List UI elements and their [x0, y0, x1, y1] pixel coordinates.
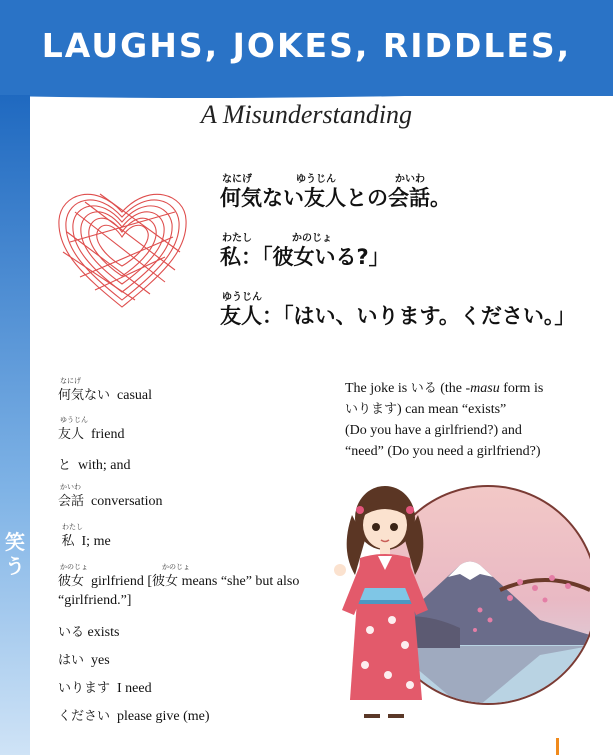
gloss-term: いります: [58, 681, 111, 696]
gloss-ruby-4: わたし: [62, 523, 83, 531]
gloss-item-9: [58, 705, 210, 725]
explain-p1-italic: -masu: [465, 381, 500, 396]
gloss-term: 私: [61, 534, 75, 549]
gloss-meaning: conversation: [91, 494, 163, 509]
header-title: LAUGHS, JOKES, RIDDLES,: [41, 26, 572, 65]
gloss-item-2: [58, 454, 131, 474]
gloss-ruby-5: かのじょ: [60, 563, 88, 571]
gloss-ruby-3: かいわ: [60, 483, 81, 491]
gloss-inline-term: 彼女: [152, 574, 179, 589]
gloss-meaning: I; me: [81, 534, 111, 549]
gloss-item-7: [58, 649, 110, 669]
dialogue-line-3: 友人：「はい、いります。ください。」: [220, 304, 576, 328]
gloss-meaning: exists: [87, 625, 120, 640]
gloss-item-3: [58, 490, 163, 510]
gloss-item-5-line2: “girlfriend.”]: [58, 593, 132, 608]
gloss-ruby-5-inline: かのじょ: [162, 563, 190, 571]
page-title: A Misunderstanding: [200, 100, 413, 129]
gloss-item-6: [58, 621, 119, 641]
gloss-term: 彼女: [58, 574, 85, 589]
dialogue-ruby-1a: なにげ: [222, 174, 252, 185]
side-tab-text: 笑う: [5, 530, 25, 578]
explain-p2-jp: いります: [345, 402, 398, 417]
gloss-term: と: [58, 458, 72, 473]
sidebar-strip: [0, 95, 30, 755]
dialogue-ruby-2a: わたし: [222, 233, 252, 244]
joke-explanation: [345, 378, 575, 462]
kimono-girl-mount-fuji-illustration: [330, 470, 590, 755]
explain-p1-jp: いる: [410, 381, 437, 396]
explain-p1-c: form is: [499, 381, 544, 396]
page-edge-marker: [556, 738, 559, 755]
gloss-item-4: [58, 530, 111, 550]
dialogue-ruby-1c: かいわ: [395, 174, 425, 185]
gloss-term: ください: [58, 709, 111, 724]
explain-p1: The joke is: [345, 381, 411, 396]
explain-p3: (Do you have a girlfriend?) and: [345, 423, 522, 438]
gloss-item-5: [58, 570, 299, 590]
gloss-term: はい: [58, 653, 85, 668]
heart-scribble-icon: [55, 182, 190, 312]
explain-p2: ) can mean “exists”: [397, 402, 507, 417]
dialogue-line-1: 何気ない友人との会話。: [220, 186, 451, 210]
gloss-term: いる: [58, 625, 85, 640]
gloss-item-8: [58, 677, 152, 697]
gloss-ruby-1: ゆうじん: [60, 416, 88, 424]
dialogue-ruby-3a: ゆうじん: [222, 292, 262, 303]
gloss-meaning: girlfriend [: [91, 574, 153, 589]
gloss-term: 何気ない: [58, 388, 111, 403]
gloss-meaning: yes: [91, 653, 110, 668]
gloss-term: 会話: [58, 494, 85, 509]
explain-p1-b: (the: [436, 381, 466, 396]
gloss-ruby-0: なにげ: [60, 377, 81, 385]
gloss-meaning: casual: [117, 388, 152, 403]
dialogue-ruby-1b: ゆうじん: [296, 174, 336, 185]
gloss-item-0: [58, 384, 152, 404]
gloss-meaning: with; and: [78, 458, 131, 473]
gloss-term: 友人: [58, 427, 85, 442]
gloss-meaning-rest: means “she” but also: [178, 574, 300, 589]
gloss-item-1: [58, 423, 124, 443]
gloss-meaning: please give (me): [117, 709, 210, 724]
gloss-meaning: I need: [117, 681, 152, 696]
dialogue-line-2: 私：「彼女いる?」: [220, 245, 390, 269]
explain-p4: “need” (Do you need a girlfriend?): [345, 444, 541, 459]
gloss-meaning: friend: [91, 427, 125, 442]
side-tab-label: [0, 530, 30, 588]
dialogue-ruby-2b: かのじょ: [292, 233, 332, 244]
